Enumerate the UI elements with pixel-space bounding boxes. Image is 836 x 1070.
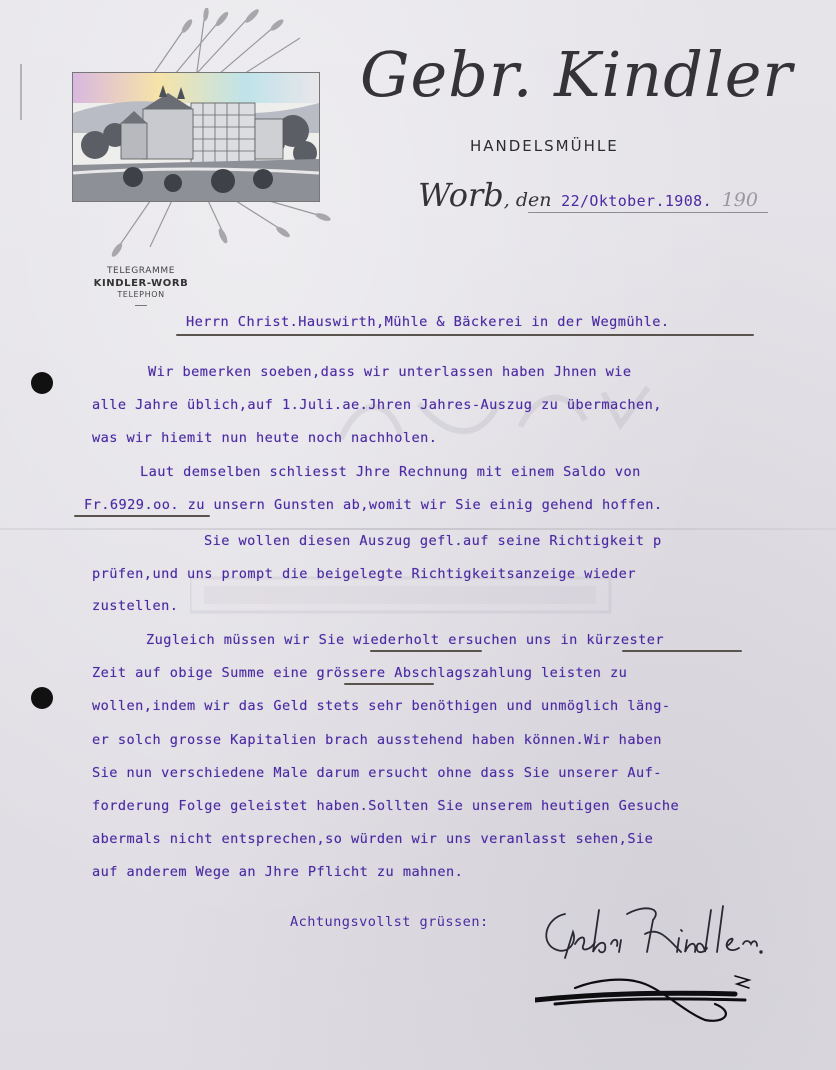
watermark-script bbox=[327, 366, 672, 476]
date-place: Worb bbox=[418, 176, 504, 214]
body-line-13: Sie nun verschiedene Male darum ersucht ohne dass Sie unserer Auf- bbox=[92, 765, 662, 781]
body-line-8: zustellen. bbox=[92, 598, 179, 614]
body-line-11: wollen,indem wir das Geld stets sehr benöthigen und unmöglich läng- bbox=[92, 698, 671, 714]
telegram-divider bbox=[135, 305, 147, 306]
body-line-4: Laut demselben schliesst Jhre Rechnung mit einem Saldo von bbox=[140, 464, 641, 480]
printer-imprint bbox=[18, 60, 26, 120]
telegram-info bbox=[74, 266, 208, 306]
punch-hole-bottom bbox=[31, 687, 53, 709]
date-separator: , den bbox=[503, 189, 552, 211]
date-line bbox=[418, 176, 758, 214]
body-line-14: forderung Folge geleistet haben.Sollten Sie unserem heutigen Gesuche bbox=[92, 798, 680, 814]
wheat-ornament-bottom bbox=[95, 192, 335, 262]
typed-date: 22/Oktober.1908. bbox=[561, 192, 713, 210]
body-line-3: was wir hiemit nun heute noch nachholen. bbox=[92, 430, 438, 446]
punch-hole-top bbox=[31, 372, 53, 394]
addressee-underline bbox=[176, 334, 754, 336]
body-line-10: Zeit auf obige Summe eine grössere Abschlagszahlung leisten zu bbox=[92, 665, 628, 681]
body-line-1: Wir bemerken soeben,dass wir unterlassen haben Jhnen wie bbox=[148, 364, 632, 380]
body-line-7: prüfen,und uns prompt die beigelegte Richtigkeitsanzeige wieder bbox=[92, 566, 636, 582]
body-line-15: abermals nicht entsprechen,so würden wir uns veranlasst sehen,Sie bbox=[92, 831, 654, 847]
amount-underline bbox=[74, 515, 210, 517]
telephone-label: TELEPHON bbox=[117, 290, 165, 299]
body-line-9: Zugleich müssen wir Sie wiederholt ersuchen uns in kürzester bbox=[146, 632, 665, 648]
company-subtitle: HANDELSMÜHLE bbox=[470, 137, 619, 155]
groessere-underline bbox=[344, 683, 434, 685]
body-line-16: auf anderem Wege an Jhre Pflicht zu mahnen. bbox=[92, 864, 464, 880]
kuerzester-underline bbox=[622, 650, 742, 652]
wiederholt-underline bbox=[370, 650, 482, 652]
paper-fold bbox=[0, 528, 836, 530]
body-line-5: Fr.6929.oo. zu unsern Gunsten ab,womit wir Sie einig gehend hoffen. bbox=[84, 497, 663, 513]
addressee: Herrn Christ.Hauswirth,Mühle & Bäckerei in der Wegmühle. bbox=[186, 314, 670, 330]
body-line-6: Sie wollen diesen Auszug gefl.auf seine Richtigkeit p bbox=[204, 533, 662, 549]
signature bbox=[535, 900, 775, 1040]
closing-phrase: Achtungsvollst grüssen: bbox=[290, 914, 489, 930]
company-name: Gebr. Kindler bbox=[360, 38, 794, 111]
body-line-2: alle Jahre üblich,auf 1.Juli.ae.Jhren Jahres-Auszug zu übermachen, bbox=[92, 397, 662, 413]
body-line-12: er solch grosse Kapitalien brach ausstehend haben können.Wir haben bbox=[92, 732, 662, 748]
telegram-address: KINDLER-WORB bbox=[93, 278, 189, 289]
mill-illustration bbox=[72, 72, 320, 202]
printed-year: 190 bbox=[721, 189, 758, 211]
date-rule bbox=[528, 212, 768, 213]
telegram-label: TELEGRAMME bbox=[106, 266, 176, 276]
